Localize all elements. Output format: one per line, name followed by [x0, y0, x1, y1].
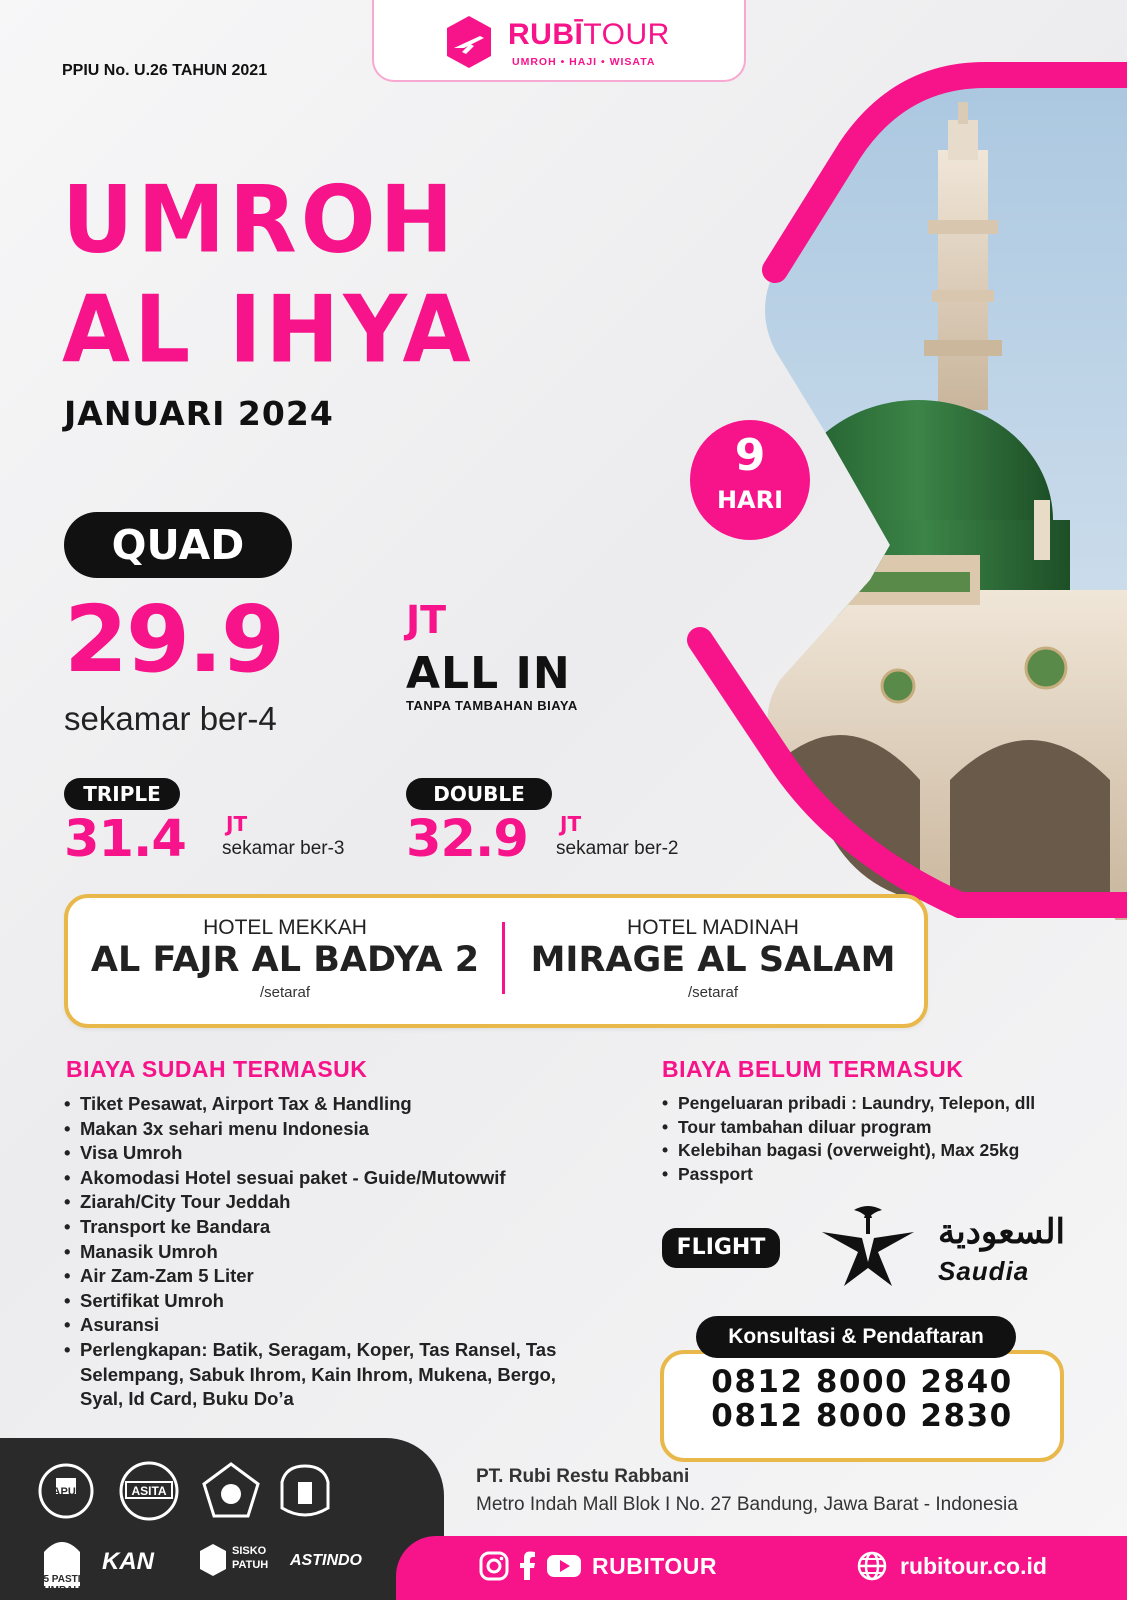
- company-address: Metro Indah Mall Blok I No. 27 Bandung, Jawa Barat - Indonesia: [476, 1494, 1018, 1515]
- title-line2: AL IHYA: [62, 275, 475, 384]
- list-item: • Air Zam-Zam 5 Liter: [64, 1264, 584, 1289]
- airline-name-arabic: السعودية: [938, 1213, 1065, 1251]
- list-item: • Ziarah/City Tour Jeddah: [64, 1190, 584, 1215]
- assoc-kan: KAN: [102, 1548, 154, 1575]
- excluded-list: [662, 1092, 1082, 1186]
- list-item: • Visa Umroh: [64, 1141, 584, 1166]
- sisko-patuh-logo-icon: [198, 1542, 228, 1578]
- duration-days: 9: [734, 430, 766, 481]
- included-title: BIAYA SUDAH TERMASUK: [66, 1056, 368, 1082]
- bnsp-logo-icon: [274, 1462, 336, 1520]
- list-item: • Kelebihan bagasi (overweight), Max 25kg: [662, 1139, 1082, 1163]
- list-item: • Asuransi: [64, 1313, 584, 1338]
- airline-name: Saudia: [938, 1256, 1030, 1286]
- kemenag-logo-icon: [202, 1462, 260, 1520]
- double-room-note: sekamar ber-2: [556, 838, 679, 859]
- brand-name-part2: TOUR: [583, 18, 670, 51]
- list-item: • Pengeluaran pribadi : Laundry, Telepon, dll: [662, 1092, 1082, 1116]
- quad-tag: QUAD: [64, 512, 292, 578]
- website-link[interactable]: rubitour.co.id: [900, 1553, 1047, 1579]
- list-item: • Tiket Pesawat, Airport Tax & Handling: [64, 1092, 584, 1117]
- list-item: • Perlengkapan: Batik, Seragam, Koper, Tas Ransel, Tas Selempang, Sabuk Ihrom, Kain Ihrom, Mukena, Bergo, Syal, Id Card, Buku Do’a: [64, 1338, 584, 1412]
- duration-unit: HARI: [716, 486, 784, 514]
- hotel-mekkah-name: AL FAJR AL BADYA 2: [90, 940, 480, 980]
- assoc-astindo: ASTINDO: [290, 1552, 362, 1569]
- list-item: • Makan 3x sehari menu Indonesia: [64, 1117, 584, 1142]
- company-name: PT. Rubi Restu Rabbani: [476, 1466, 690, 1487]
- quad-price: 29.9: [64, 586, 283, 693]
- assoc-sisko-patuh: SISKO PATUH: [232, 1545, 269, 1571]
- list-item: • Transport ke Bandara: [64, 1215, 584, 1240]
- hotel-mekkah-equivalent: /setaraf: [259, 984, 311, 1001]
- hotel-madinah-name: MIRAGE AL SALAM: [530, 940, 896, 980]
- included-list: [64, 1092, 584, 1412]
- excluded-title: BIAYA BELUM TERMASUK: [662, 1056, 964, 1082]
- triple-price-unit: JT: [226, 812, 248, 836]
- instagram-icon[interactable]: [478, 1550, 510, 1582]
- quad-room-note: sekamar ber-4: [64, 700, 277, 737]
- social-handle[interactable]: RUBITOUR: [592, 1553, 717, 1579]
- no-extra-cost-note: TANPA TAMBAHAN BIAYA: [406, 698, 578, 713]
- brand-tagline: UMROH • HAJI • WISATA: [512, 56, 656, 68]
- title-date: JANUARI 2024: [64, 394, 334, 433]
- license-number: PPIU No. U.26 TAHUN 2021: [62, 62, 268, 79]
- double-tag: DOUBLE: [406, 778, 552, 810]
- contact-title: Konsultasi & Pendaftaran: [696, 1316, 1016, 1358]
- hotel-madinah-label: HOTEL MADINAH: [627, 916, 799, 939]
- phone-number-1[interactable]: 0812 8000 2840: [711, 1364, 1013, 1400]
- rubitour-logo-icon: [444, 14, 494, 70]
- youtube-icon[interactable]: [546, 1550, 582, 1582]
- triple-price: 31.4: [64, 810, 186, 869]
- list-item: • Sertifikat Umroh: [64, 1289, 584, 1314]
- assoc-sapuhi: SAPUHI: [45, 1486, 87, 1498]
- globe-icon: [856, 1550, 888, 1582]
- list-item: • Passport: [662, 1163, 1082, 1187]
- triple-room-note: sekamar ber-3: [222, 838, 345, 859]
- title-line1: UMROH: [62, 165, 458, 274]
- brand-name-part1: RUBĪ: [508, 18, 584, 51]
- triple-tag: TRIPLE: [64, 778, 180, 810]
- quad-price-unit: JT: [406, 598, 447, 642]
- brand-name: [508, 18, 670, 52]
- flight-tag: FLIGHT: [662, 1228, 780, 1268]
- double-price-unit: JT: [560, 812, 582, 836]
- list-item: • Manasik Umroh: [64, 1240, 584, 1265]
- list-item: • Akomodasi Hotel sesuai paket - Guide/Mutowwif: [64, 1166, 584, 1191]
- hotel-mekkah-label: HOTEL MEKKAH: [203, 916, 367, 939]
- assoc-5-pasti-umrah: 5 PASTI UMRAH: [43, 1574, 81, 1596]
- double-price: 32.9: [406, 810, 528, 869]
- all-in-label: ALL IN: [406, 648, 571, 699]
- list-item: • Tour tambahan diluar program: [662, 1116, 1082, 1140]
- assoc-asita: ASITA: [131, 1484, 167, 1498]
- saudia-logo-icon: [818, 1202, 918, 1288]
- hotel-divider: [502, 922, 505, 994]
- hotel-madinah-equivalent: /setaraf: [687, 984, 739, 1001]
- phone-number-2[interactable]: 0812 8000 2830: [711, 1398, 1013, 1434]
- facebook-icon[interactable]: [512, 1550, 544, 1582]
